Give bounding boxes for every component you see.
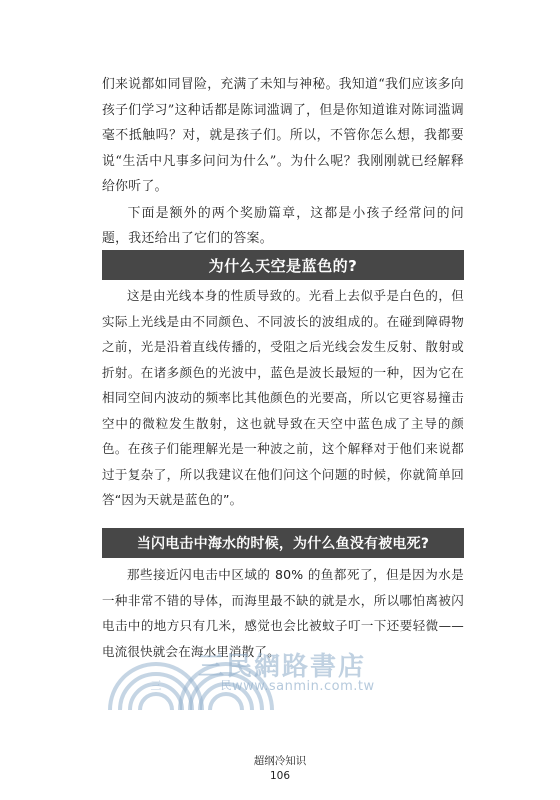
watermark-char-left: 三 <box>150 679 162 692</box>
section-heading-lightning <box>102 528 464 558</box>
lightning-answer-paragraph: 那些接近闪电击中区域的 80% 的鱼都死了，但是因为水是一种非常不错的导体，而海里最不缺的就是水，所以哪怕离被闪电击中的地方只有几米，感觉也会比被蚊子叮一下还要轻微——电流很快就会在海水里消散了。 <box>102 567 464 659</box>
intro-text <box>102 72 464 252</box>
section-heading-lightning-text: 当闪电击中海水的时候，为什么鱼没有被电死? <box>136 536 430 552</box>
section-heading-sky <box>102 250 464 280</box>
intro-paragraph-2: 下面是额外的两个奖励篇章，这都是小孩子经常问的问题，我还给出了它们的答案。 <box>102 205 464 246</box>
intro-paragraph-1: 们来说都如同冒险，充满了未知与神秘。我知道“我们应该多向孩子们学习”这种话都是陈词滥调了，但是你知道谁对陈词滥调毫不抵触吗？对，就是孩子们。所以，不管你怎么想，我都要说“生活中凡事多问问为什么”。为什么呢？我刚刚就已经解释给你听了。 <box>102 77 464 194</box>
sky-answer-paragraph: 这是由光线本身的性质导致的。光看上去似乎是白色的，但实际上光线是由不同颜色、不同波长的波组成的。在碰到障碍物之前，光是沿着直线传播的，受阻之后光线会发生反射、散射或折射。在诸多颜色的光波中，蓝色是波长最短的一种，因为它在相同空间内波动的频率比其他颜色的光要高，所以它更容易撞击空中的微粒发生散射，这也就导致在天空中蓝色成了主导的颜色。在孩子们能理解光是一种波之前，这个解释对于他们来说都过于复杂了，所以我建议在他们问这个问题的时候，你就简单回答“因为天就是蓝色的”。 <box>102 288 464 507</box>
footer-book-title: 超纲冷知识 <box>253 755 307 767</box>
section-body-sky <box>102 283 464 513</box>
footer-page-number: 106 <box>269 770 291 782</box>
section-heading-sky-text: 为什么天空是蓝色的? <box>208 256 358 275</box>
watermark-store-name: 三民網路書店 <box>198 652 367 682</box>
watermark-url: www.sanmin.com.tw <box>232 679 375 694</box>
watermark-char-mid: 民 <box>220 679 232 692</box>
